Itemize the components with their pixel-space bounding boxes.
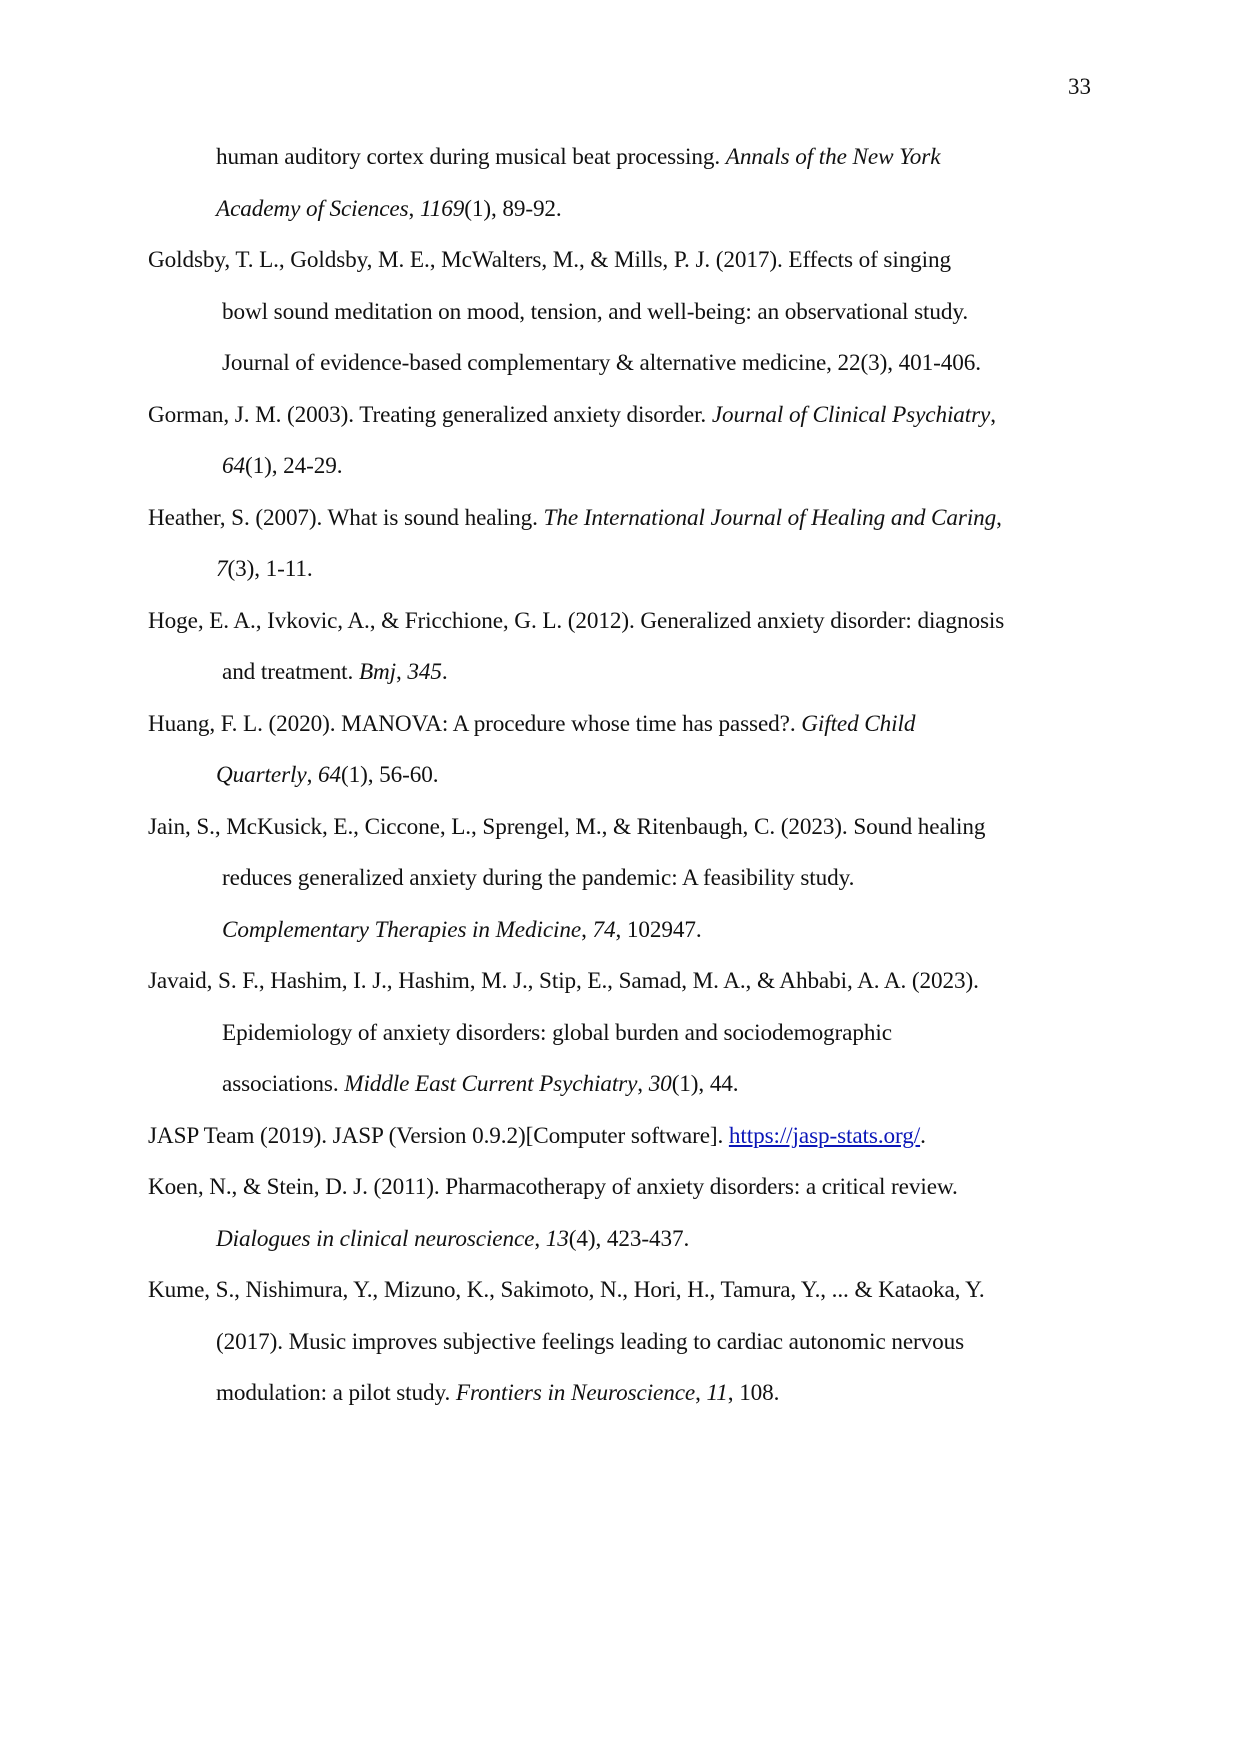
reference-continuation-line xyxy=(216,1379,779,1407)
reference-continuation-line xyxy=(216,1225,689,1253)
reference-continuation-line xyxy=(216,761,438,789)
reference-continuation-line xyxy=(222,349,981,377)
italic-text: Quarterly xyxy=(216,762,307,788)
italic-text: Academy of Sciences xyxy=(216,195,409,222)
italic-text: 74 xyxy=(592,916,616,943)
text: Javaid, S. F., Hashim, I. J., Hashim, M. J., Stip, E., Samad, M. A., & Ahbabi, A. A. (2023). xyxy=(148,968,979,994)
text: Hoge, E. A., Ivkovic, A., & Fricchione, G. L. (2012). Generalized anxiety disorder: diagnosis xyxy=(148,607,1005,634)
text: , 108. xyxy=(727,1380,780,1406)
italic-text: Dialogues in clinical neuroscience xyxy=(216,1225,535,1252)
text: (1), 89-92. xyxy=(464,195,562,222)
text: Jain, S., McKusick, E., Ciccone, L., Sprengel, M., & Ritenbaugh, C. (2023). Sound healing xyxy=(148,813,986,840)
text: , xyxy=(396,659,408,685)
jasp-link[interactable]: https://jasp-stats.org/ xyxy=(728,1122,921,1149)
text: (1), 44. xyxy=(671,1071,739,1097)
text: . xyxy=(920,1122,926,1149)
reference-first-line xyxy=(148,401,996,429)
text: , xyxy=(581,916,593,943)
text: Kume, S., Nishimura, Y., Mizuno, K., Sakimoto, N., Hori, H., Tamura, Y., ... & Kataoka, Y. xyxy=(148,1277,985,1303)
reference-continuation-line xyxy=(222,298,968,326)
reference-continuation-line xyxy=(222,658,448,686)
reference-first-line xyxy=(148,967,979,995)
text: JASP Team (2019). JASP (Version 0.9.2)[Computer software]. xyxy=(148,1122,729,1149)
reference-continuation-line xyxy=(216,555,313,583)
text: , xyxy=(996,504,1002,531)
reference-continuation-line xyxy=(216,195,562,223)
text: . xyxy=(441,659,448,685)
italic-text: The International Journal of Healing and Caring xyxy=(543,504,997,531)
reference-first-line xyxy=(148,504,1002,532)
text: human auditory cortex during musical beat processing. xyxy=(216,144,726,170)
text: , 102947. xyxy=(615,916,702,943)
reference-first-line xyxy=(148,1122,926,1150)
text: , xyxy=(534,1225,546,1252)
text: (2017). Music improves subjective feelings leading to cardiac autonomic nervous xyxy=(216,1328,965,1355)
text: , xyxy=(990,401,996,428)
italic-text: 1169 xyxy=(419,195,465,222)
text: modulation: a pilot study. xyxy=(216,1380,456,1406)
text: Goldsby, T. L., Goldsby, M. E., McWalters, M., & Mills, P. J. (2017). Effects of singing xyxy=(148,247,952,273)
reference-continuation-line xyxy=(222,1019,892,1047)
italic-text: 64 xyxy=(222,453,245,479)
reference-first-line xyxy=(148,1276,985,1304)
page-number: 33 xyxy=(1068,74,1091,99)
text: , xyxy=(306,762,318,788)
italic-text: Journal of Clinical Psychiatry xyxy=(711,401,991,428)
italic-text: Complementary Therapies in Medicine xyxy=(222,916,582,943)
reference-continuation-line xyxy=(222,1070,739,1098)
text: Koen, N., & Stein, D. J. (2011). Pharmacotherapy of anxiety disorders: a critical review. xyxy=(148,1174,958,1200)
reference-first-line xyxy=(148,813,985,841)
text: (1), 24-29. xyxy=(245,453,343,479)
italic-text: Annals of the New York xyxy=(725,144,941,170)
italic-text: 64 xyxy=(317,762,341,788)
reference-continuation-line xyxy=(222,452,342,480)
text: (3), 1-11. xyxy=(227,556,313,582)
reference-continuation-line xyxy=(216,1328,964,1356)
text: Heather, S. (2007). What is sound healing. xyxy=(148,504,544,531)
reference-first-line xyxy=(148,246,951,274)
italic-text: 30 xyxy=(648,1071,672,1097)
text: reduces generalized anxiety during the pandemic: A feasibility study. xyxy=(222,865,855,891)
italic-text: Frontiers in Neuroscience xyxy=(455,1380,696,1406)
italic-text: Bmj xyxy=(358,659,396,685)
text: , xyxy=(408,195,420,222)
italic-text: Middle East Current Psychiatry xyxy=(344,1071,638,1097)
italic-text: 11 xyxy=(706,1380,728,1406)
italic-text: 345 xyxy=(407,659,442,685)
text: and treatment. xyxy=(222,659,359,685)
text: Journal of evidence-based complementary & alternative medicine, 22(3), 401-406. xyxy=(222,350,981,376)
reference-first-line xyxy=(148,1173,958,1201)
reference-continuation-line xyxy=(222,916,702,944)
reference-first-line xyxy=(148,710,915,738)
text: , xyxy=(637,1071,649,1097)
italic-text: 13 xyxy=(545,1225,569,1252)
text: (1), 56-60. xyxy=(340,762,439,788)
reference-continuation-line xyxy=(216,143,940,171)
text: (4), 423-437. xyxy=(568,1225,690,1252)
italic-text: Gifted Child xyxy=(801,710,916,737)
text: Gorman, J. M. (2003). Treating generalized anxiety disorder. xyxy=(148,401,712,428)
text: associations. xyxy=(222,1071,345,1097)
reference-first-line xyxy=(148,607,1004,635)
text: , xyxy=(695,1380,707,1406)
text: Epidemiology of anxiety disorders: global burden and sociodemographic xyxy=(222,1019,892,1046)
italic-text: 7 xyxy=(216,556,228,582)
text: Huang, F. L. (2020). MANOVA: A procedure whose time has passed?. xyxy=(148,710,802,737)
reference-continuation-line xyxy=(222,864,854,892)
text: bowl sound meditation on mood, tension, and well-being: an observational study. xyxy=(222,298,969,325)
